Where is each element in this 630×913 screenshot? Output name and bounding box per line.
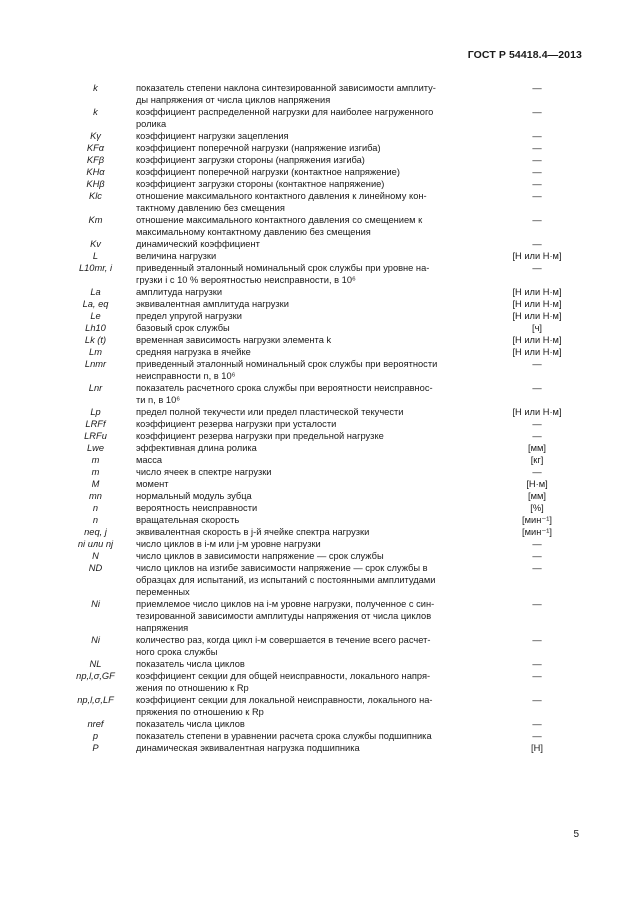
- symbol-description: [133, 730, 492, 742]
- description-line: грузки i с 10 % вероятностью неисправности, в 10⁶: [136, 275, 356, 285]
- symbol-unit: —: [532, 671, 542, 681]
- symbol-unit: —: [532, 419, 542, 429]
- symbol: NL: [89, 659, 102, 669]
- symbol: P: [92, 743, 99, 753]
- description-line: максимальному контактному давлению без смещения: [136, 227, 371, 237]
- symbol: KFβ: [86, 155, 105, 165]
- description-line: момент: [136, 479, 169, 489]
- symbol: Km: [88, 215, 103, 225]
- symbol-row: [60, 490, 582, 502]
- symbol-row: [60, 406, 582, 418]
- symbol-row: [60, 526, 582, 538]
- symbol-description: [133, 166, 492, 178]
- symbol-description: [133, 670, 492, 694]
- symbol-unit: —: [532, 635, 542, 645]
- description-line: неисправности n, в 10⁶: [136, 371, 236, 381]
- symbol-description: [133, 130, 492, 142]
- description-line: эффективная длина ролика: [136, 443, 257, 453]
- symbol-description: [133, 142, 492, 154]
- description-line: отношение максимального контактного давления со смещением к: [136, 215, 423, 225]
- description-line: эквивалентная скорость в j-й ячейке спектра нагрузки: [136, 527, 370, 537]
- symbol: La: [90, 287, 101, 297]
- description-line: показатель степени в уравнении расчета срока службы подшипника: [136, 731, 432, 741]
- description-line: ролика: [136, 119, 167, 129]
- symbol-description: [133, 502, 492, 514]
- symbol-description: [133, 214, 492, 238]
- description-line: коэффициент резерва нагрузки при предельной нагрузке: [136, 431, 384, 441]
- symbol: L10mr, i: [78, 263, 113, 273]
- symbol: Lk (t): [84, 335, 107, 345]
- symbol-row: [60, 454, 582, 466]
- symbol-unit: [мм]: [528, 491, 546, 501]
- symbol-description: [133, 238, 492, 250]
- symbol: np,l,σ,GF: [76, 671, 115, 681]
- description-line: ти n, в 10⁶: [136, 395, 181, 405]
- symbol: M: [91, 479, 100, 489]
- symbol: n: [92, 515, 99, 525]
- symbol: L: [92, 251, 99, 261]
- description-line: приведенный эталонный номинальный срок службы при уровне на-: [136, 263, 430, 273]
- symbol-description: [133, 298, 492, 310]
- symbol-unit: [Н или Н·м]: [512, 347, 562, 357]
- symbol-unit: [Н или Н·м]: [512, 407, 562, 417]
- symbol-unit: —: [532, 263, 542, 273]
- symbol-row: [60, 694, 582, 718]
- symbol-row: [60, 418, 582, 430]
- symbol-row: [60, 466, 582, 478]
- symbol-description: [133, 406, 492, 418]
- description-line: образцах для испытаний, из испытаний с постоянными амплитудами: [136, 575, 436, 585]
- symbol-description: [133, 598, 492, 634]
- description-line: масса: [136, 455, 163, 465]
- description-line: коэффициент поперечной нагрузки (напряжение изгиба): [136, 143, 381, 153]
- description-line: тезированной зависимости амплитуды напряжения от числа циклов: [136, 611, 432, 621]
- symbol: Klc: [89, 191, 102, 201]
- symbol-row: [60, 334, 582, 346]
- symbol-description: [133, 322, 492, 334]
- symbol-unit: —: [532, 239, 542, 249]
- symbol-unit: —: [532, 467, 542, 477]
- symbol: m: [91, 455, 100, 465]
- symbol-description: [133, 442, 492, 454]
- symbol: k: [93, 83, 98, 93]
- symbol-unit: —: [532, 563, 542, 573]
- description-line: динамический коэффициент: [136, 239, 260, 249]
- description-line: величина нагрузки: [136, 251, 217, 261]
- symbol: N: [92, 551, 99, 561]
- description-line: базовый срок службы: [136, 323, 230, 333]
- description-line: эквивалентная амплитуда нагрузки: [136, 299, 289, 309]
- symbol: Ni: [91, 635, 100, 645]
- description-line: амплитуда нагрузки: [136, 287, 223, 297]
- symbol-row: [60, 550, 582, 562]
- symbol-row: [60, 262, 582, 286]
- symbol-description: [133, 346, 492, 358]
- description-line: количество раз, когда цикл i-м совершается в течение всего расчет-: [136, 635, 431, 645]
- symbol-unit: [мин⁻¹]: [522, 527, 552, 537]
- description-line: переменных: [136, 587, 190, 597]
- description-line: напряжения: [136, 623, 189, 633]
- symbol: p: [92, 731, 99, 741]
- symbol-row: [60, 358, 582, 382]
- symbol-unit: —: [532, 107, 542, 117]
- symbol-row: [60, 130, 582, 142]
- symbol-unit: [Н·м]: [526, 479, 548, 489]
- symbol-description: [133, 262, 492, 286]
- symbol: La, eq: [82, 299, 109, 309]
- description-line: коэффициент резерва нагрузки при усталости: [136, 419, 337, 429]
- symbol-unit: —: [532, 695, 542, 705]
- symbol-unit: —: [532, 359, 542, 369]
- symbol-row: [60, 166, 582, 178]
- symbol-description: [133, 466, 492, 478]
- symbol-row: [60, 214, 582, 238]
- description-line: ды напряжения от числа циклов напряжения: [136, 95, 331, 105]
- document-code: ГОСТ Р 54418.4—2013: [467, 49, 582, 61]
- symbol-description: [133, 658, 492, 670]
- symbol: ND: [88, 563, 103, 573]
- symbol: LRFf: [85, 419, 106, 429]
- description-line: число циклов в i-м или j-м уровне нагрузки: [136, 539, 321, 549]
- symbol: Lnmr: [84, 359, 107, 369]
- symbol-row: [60, 322, 582, 334]
- symbol-description: [133, 718, 492, 730]
- symbol-unit: —: [532, 131, 542, 141]
- symbol-unit: —: [532, 191, 542, 201]
- symbol-row: [60, 562, 582, 598]
- symbol-description: [133, 106, 492, 130]
- symbol-description: [133, 454, 492, 466]
- symbol-row: [60, 298, 582, 310]
- symbol-description: [133, 358, 492, 382]
- symbol-description: [133, 250, 492, 262]
- symbol-row: [60, 442, 582, 454]
- symbol-unit: —: [532, 599, 542, 609]
- description-line: предел полной текучести или предел пластической текучести: [136, 407, 404, 417]
- symbol: Lh10: [85, 323, 106, 333]
- symbol-unit: —: [532, 659, 542, 669]
- description-line: коэффициент секции для общей неисправности, локального напря-: [136, 671, 431, 681]
- symbol-unit: [Н или Н·м]: [512, 251, 562, 261]
- description-line: коэффициент поперечной нагрузки (контактное напряжение): [136, 167, 400, 177]
- symbol-row: [60, 82, 582, 106]
- symbol-row: [60, 142, 582, 154]
- description-line: коэффициент загрузки стороны (контактное напряжение): [136, 179, 385, 189]
- description-line: предел упругой нагрузки: [136, 311, 242, 321]
- symbol-row: [60, 190, 582, 214]
- symbol-unit: [Н или Н·м]: [512, 311, 562, 321]
- description-line: число циклов в зависимости напряжение — срок службы: [136, 551, 384, 561]
- symbol-row: [60, 382, 582, 406]
- symbol-description: [133, 478, 492, 490]
- symbol: nref: [87, 719, 104, 729]
- description-line: динамическая эквивалентная нагрузка подшипника: [136, 743, 360, 753]
- symbol-row: [60, 718, 582, 730]
- symbol-row: [60, 310, 582, 322]
- symbol-description: [133, 310, 492, 322]
- symbol-row: [60, 106, 582, 130]
- symbol-unit: —: [532, 551, 542, 561]
- symbol-unit: —: [532, 179, 542, 189]
- description-line: приемлемое число циклов на i-м уровне нагрузки, полученное с син-: [136, 599, 435, 609]
- symbol-unit: —: [532, 155, 542, 165]
- symbol: np,l,σ,LF: [77, 695, 114, 705]
- description-line: число ячеек в спектре нагрузки: [136, 467, 272, 477]
- symbol: k: [93, 107, 98, 117]
- symbol-row: [60, 634, 582, 658]
- symbol-row: [60, 538, 582, 550]
- symbol: Lm: [89, 347, 102, 357]
- description-line: коэффициент нагрузки зацепления: [136, 131, 289, 141]
- symbol-description: [133, 742, 492, 754]
- symbol: n: [92, 503, 99, 513]
- symbol-row: [60, 154, 582, 166]
- symbol-unit: —: [532, 83, 542, 93]
- symbol-unit: [мин⁻¹]: [522, 515, 552, 525]
- symbol-unit: —: [532, 731, 542, 741]
- symbol: Le: [90, 311, 101, 321]
- symbol: Kγ: [90, 131, 101, 141]
- description-line: тактному давлению без смещения: [136, 203, 285, 213]
- description-line: показатель числа циклов: [136, 719, 245, 729]
- symbol-description: [133, 694, 492, 718]
- symbol: KHβ: [86, 179, 105, 189]
- symbol-description: [133, 190, 492, 214]
- description-line: средняя нагрузка в ячейке: [136, 347, 251, 357]
- symbol-row: [60, 286, 582, 298]
- symbol: m: [91, 467, 100, 477]
- symbol-description: [133, 430, 492, 442]
- symbol-row: [60, 514, 582, 526]
- symbol: neq, j: [84, 527, 107, 537]
- symbol: Lnr: [88, 383, 103, 393]
- symbol-unit: —: [532, 383, 542, 393]
- symbol: mn: [89, 491, 102, 501]
- description-line: приведенный эталонный номинальный срок службы при вероятности: [136, 359, 438, 369]
- symbol-row: [60, 478, 582, 490]
- symbol-unit: [мм]: [528, 443, 546, 453]
- symbol: KFα: [86, 143, 105, 153]
- description-line: показатель степени наклона синтезированной зависимости амплиту-: [136, 83, 436, 93]
- symbol-row: [60, 430, 582, 442]
- symbol-description: [133, 562, 492, 598]
- symbol-unit: [кг]: [530, 455, 544, 465]
- symbol-unit: [%]: [530, 503, 544, 513]
- symbol-description: [133, 526, 492, 538]
- description-line: коэффициент распределенной нагрузки для наиболее нагруженного: [136, 107, 434, 117]
- symbol: Lp: [90, 407, 101, 417]
- symbol-description: [133, 490, 492, 502]
- description-line: вероятность неисправности: [136, 503, 258, 513]
- symbol-description: [133, 538, 492, 550]
- symbols-list: [60, 82, 582, 754]
- symbol-unit: —: [532, 215, 542, 225]
- symbol-unit: —: [532, 143, 542, 153]
- symbol-description: [133, 82, 492, 106]
- page-number: 5: [573, 829, 579, 840]
- symbol-row: [60, 670, 582, 694]
- description-line: коэффициент загрузки стороны (напряжения изгиба): [136, 155, 365, 165]
- symbol: Kv: [90, 239, 101, 249]
- symbol-row: [60, 250, 582, 262]
- description-line: нормальный модуль зубца: [136, 491, 252, 501]
- symbol-row: [60, 502, 582, 514]
- symbol-unit: [Н или Н·м]: [512, 299, 562, 309]
- symbol: Lwe: [86, 443, 105, 453]
- symbol-unit: [Н]: [531, 743, 543, 753]
- description-line: показатель расчетного срока службы при вероятности неисправнос-: [136, 383, 433, 393]
- symbol-description: [133, 634, 492, 658]
- symbol: KHα: [86, 167, 105, 177]
- description-line: жения по отношению к Rp: [136, 683, 249, 693]
- description-line: коэффициент секции для локальной неисправности, локального на-: [136, 695, 433, 705]
- symbol-description: [133, 334, 492, 346]
- symbol-description: [133, 154, 492, 166]
- description-line: вращательная скорость: [136, 515, 240, 525]
- symbol-description: [133, 418, 492, 430]
- symbol: LRFu: [84, 431, 107, 441]
- symbol-description: [133, 178, 492, 190]
- symbol-row: [60, 742, 582, 754]
- symbol-row: [60, 658, 582, 670]
- symbol-unit: —: [532, 719, 542, 729]
- symbol-description: [133, 382, 492, 406]
- description-line: ного срока службы: [136, 647, 218, 657]
- description-line: отношение максимального контактного давления к линейному кон-: [136, 191, 427, 201]
- symbol-description: [133, 514, 492, 526]
- symbol-row: [60, 238, 582, 250]
- symbol-row: [60, 346, 582, 358]
- symbol-unit: —: [532, 167, 542, 177]
- description-line: показатель числа циклов: [136, 659, 245, 669]
- symbol-unit: [Н или Н·м]: [512, 287, 562, 297]
- symbol-unit: [Н или Н·м]: [512, 335, 562, 345]
- symbol-unit: —: [532, 431, 542, 441]
- symbol-row: [60, 730, 582, 742]
- symbol-row: [60, 178, 582, 190]
- symbol-description: [133, 286, 492, 298]
- description-line: временная зависимость нагрузки элемента k: [136, 335, 332, 345]
- symbol-description: [133, 550, 492, 562]
- description-line: число циклов на изгибе зависимости напряжение — срок службы в: [136, 563, 428, 573]
- symbol: ni или nj: [77, 539, 114, 549]
- symbol-row: [60, 598, 582, 634]
- symbol: Ni: [91, 599, 100, 609]
- symbol-unit: [ч]: [531, 323, 542, 333]
- description-line: пряжения по отношению к Rp: [136, 707, 264, 717]
- symbol-unit: —: [532, 539, 542, 549]
